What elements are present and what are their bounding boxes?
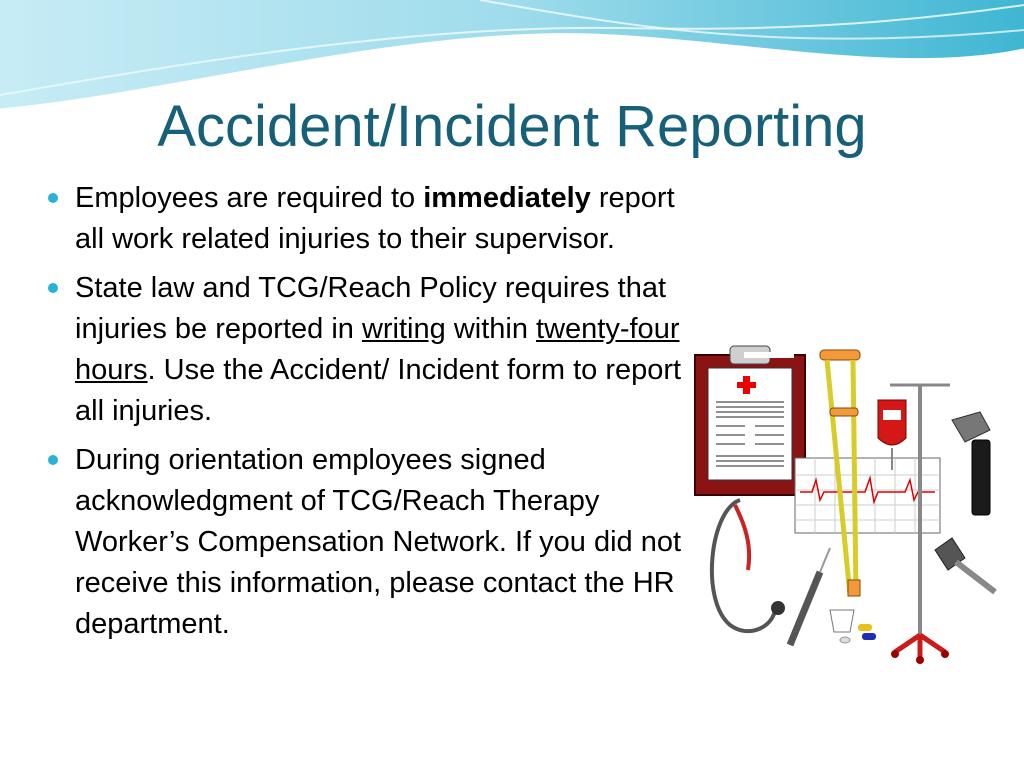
underline-twenty-four-hours: twenty-four hours <box>75 313 680 386</box>
bullet-list <box>48 178 698 653</box>
bullet-item: During orientation employees signed acknowledgment of TCG/Reach Therapy Worker’s Compensation Network. If you did not receive this information, please contact the HR department. <box>48 440 698 645</box>
bullet-dot-icon <box>48 283 58 293</box>
reflex-hammer-icon <box>935 538 995 592</box>
bullet-item: Employees are required to immediately report all work related injuries to their supervisor. <box>48 178 698 260</box>
underline-writing: writing <box>361 313 446 345</box>
medical-clipboard-icon <box>695 346 805 495</box>
bullet-dot-icon <box>48 455 58 465</box>
emphasis-immediately: immediately <box>423 182 591 214</box>
bullet-item: State law and TCG/Reach Policy requires that injuries be reported in writing within twenty-four hours. Use the Accident/ Incident form to report all injuries. <box>48 268 698 432</box>
slide-title: Accident/Incident Reporting <box>157 94 867 159</box>
stethoscope-icon <box>712 500 785 631</box>
bullet-dot-icon <box>48 193 58 203</box>
medical-equipment-clipart <box>690 340 1010 670</box>
syringe-icon <box>790 548 830 645</box>
otoscope-icon <box>952 412 990 515</box>
pill-cup-icon <box>830 610 854 632</box>
